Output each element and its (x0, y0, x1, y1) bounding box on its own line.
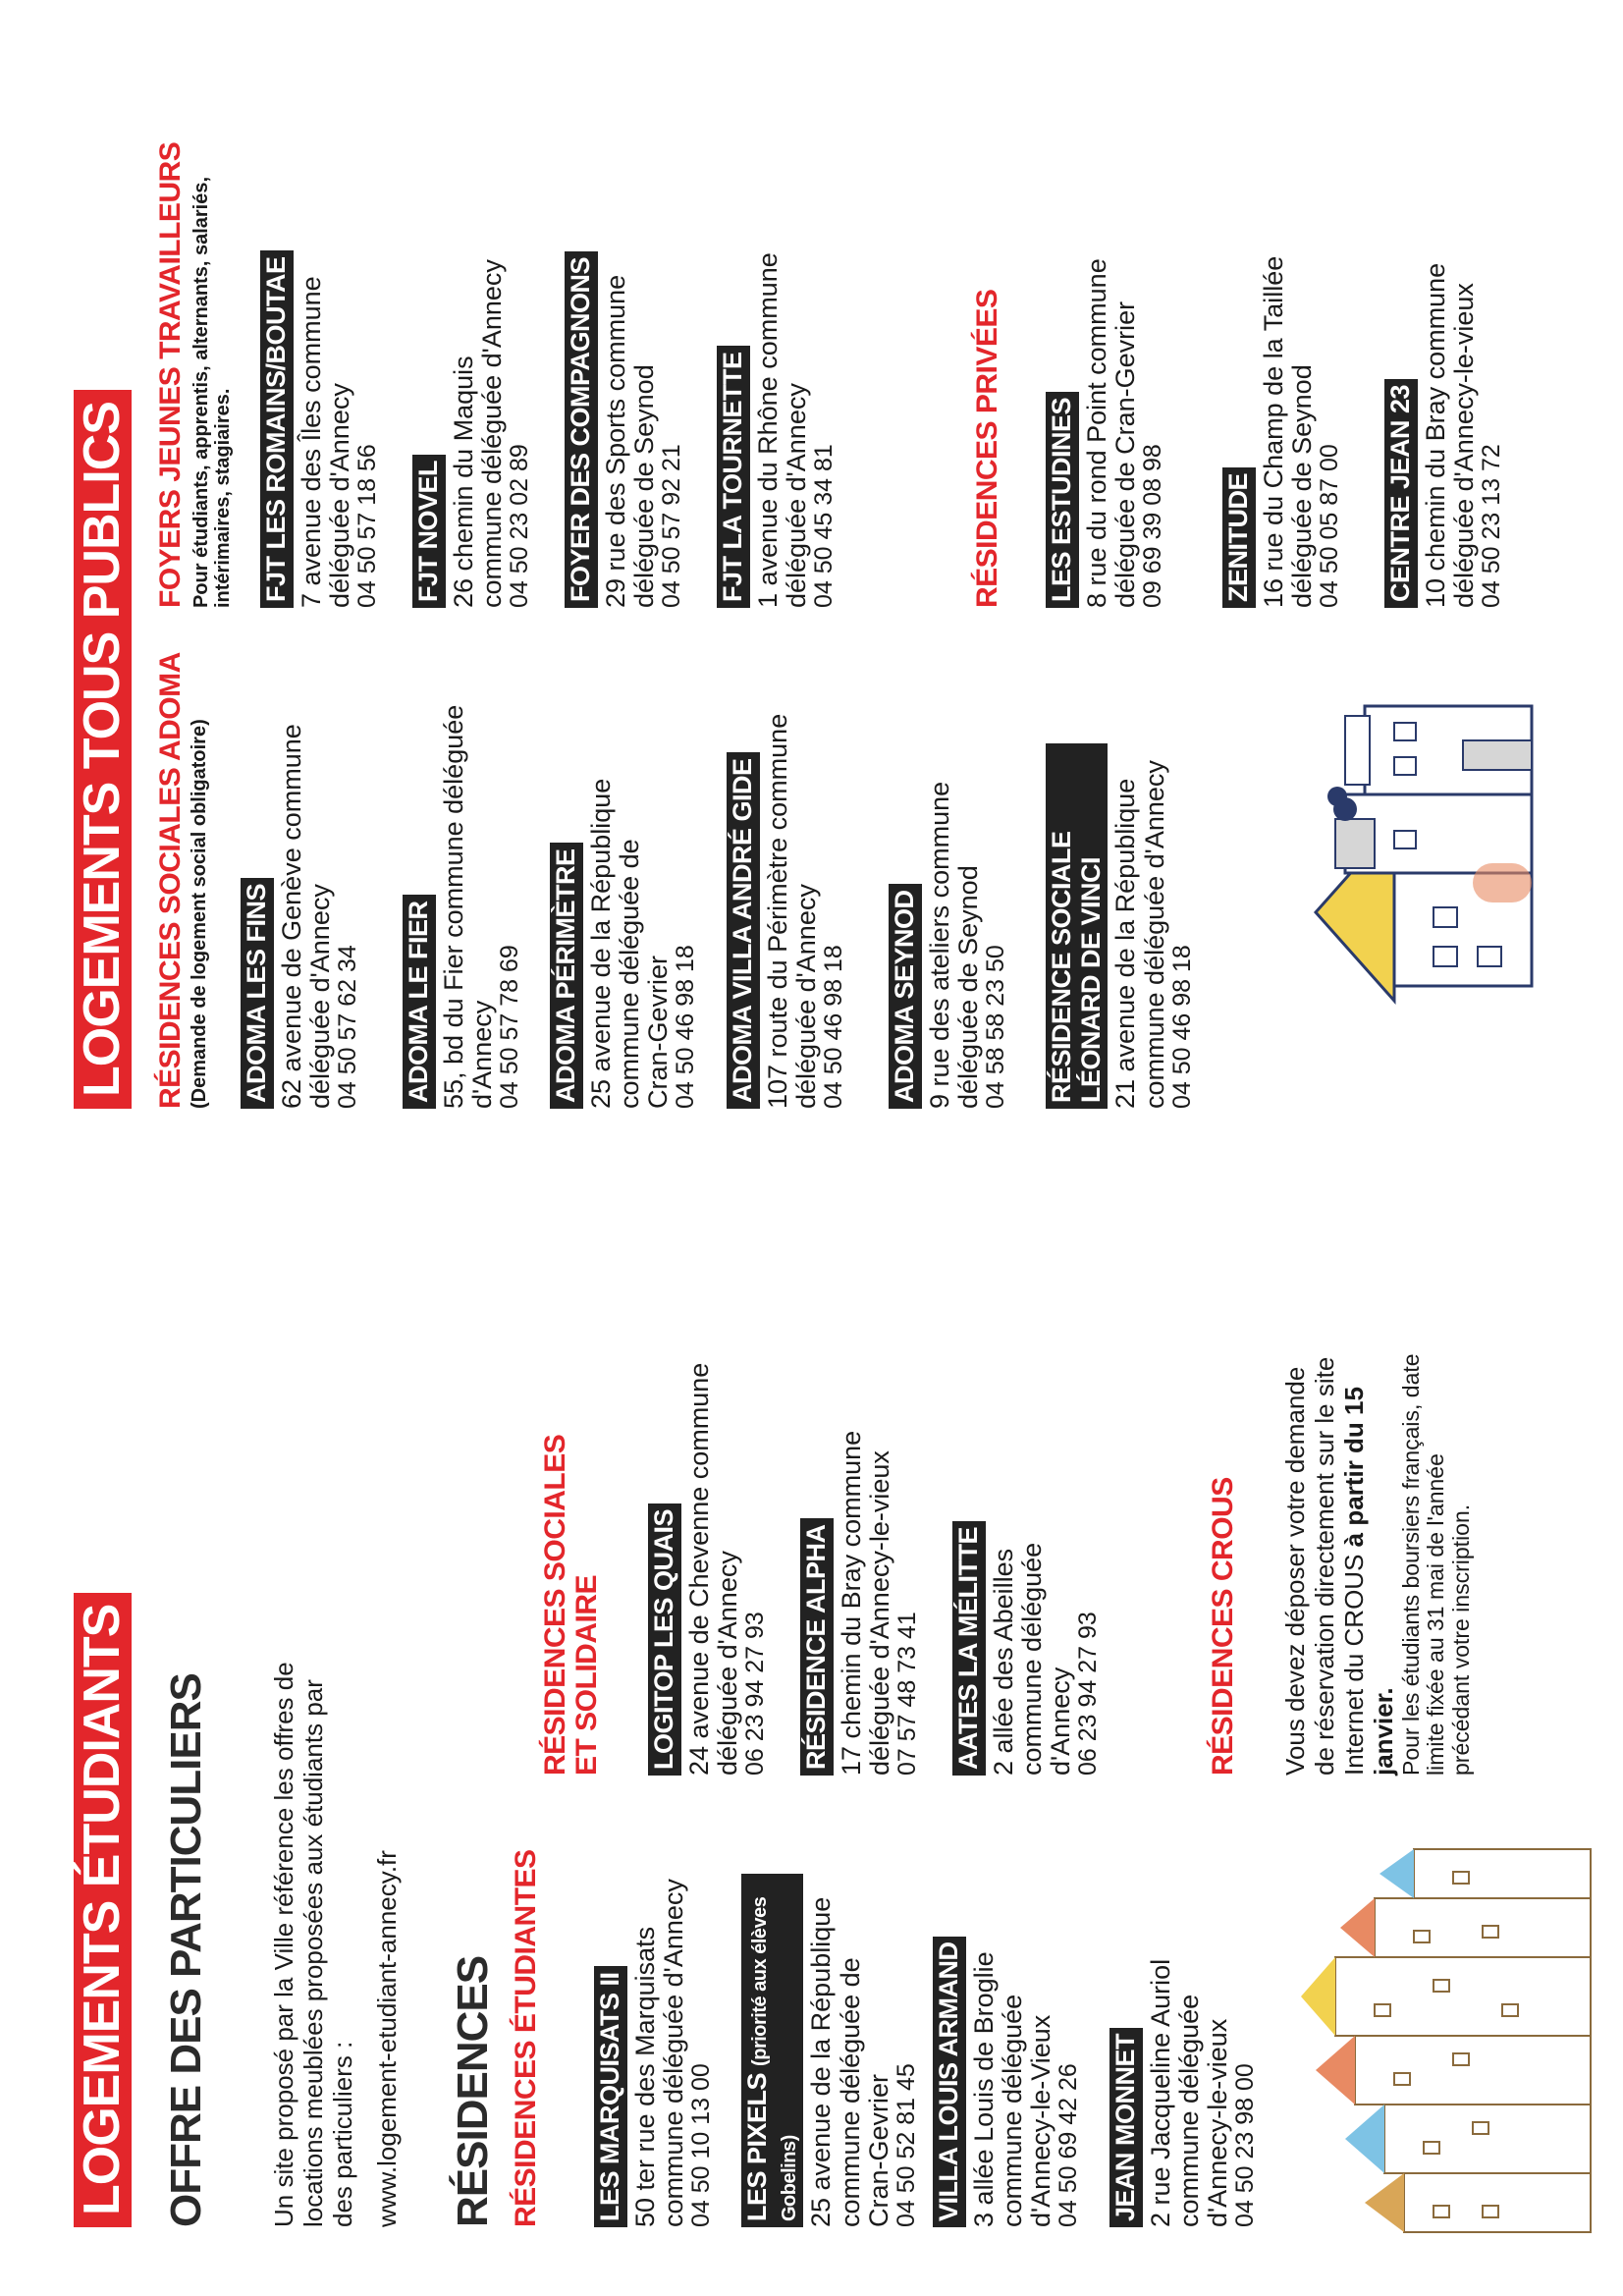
address-line: 7 avenue des Îles commune (296, 276, 326, 608)
entry-adoma-villa-andre-gide (727, 677, 847, 1109)
offre-url: www.logement-etudiant-annecy.fr (372, 1850, 402, 2227)
address-line: déléguée d'Annecy (781, 383, 811, 608)
address-line: déléguée d'Annecy-le-vieux (864, 1450, 894, 1776)
crous-boursiers-text: Pour les étudiants boursiers français, date limite fixée au 31 mai de l'année précédant votre inscription. (1398, 1353, 1474, 1776)
phone: 04 50 57 78 69 (496, 945, 523, 1109)
address-line: déléguée d'Annecy (790, 884, 821, 1109)
phone: 04 50 69 42 26 (1055, 2063, 1083, 2227)
buildings-illustration (1296, 1830, 1610, 2252)
address-line: 25 avenue de la République (585, 778, 616, 1109)
adoma-subtitle: (Demande de logement social obligatoire) (189, 719, 210, 1109)
address-line: déléguée de Cran-Gevrier (1109, 301, 1140, 608)
address-line: d'Annecy-le-vieux (1203, 2018, 1232, 2227)
address-line: commune déléguée de (835, 1957, 865, 2227)
tag-name: RÉSIDENCE SOCIALE LÉONARD DE VINCI (1046, 743, 1108, 1109)
address-line: 16 rue du Champ de la Taillée (1258, 255, 1288, 608)
address-line: 2 rue Jacqueline Auriol (1145, 1958, 1175, 2227)
tag-name: FJT NOVEL (412, 455, 446, 608)
phone: 04 50 46 98 18 (820, 945, 847, 1109)
entry-centre-jean-23 (1384, 117, 1505, 608)
tag-name: RÉSIDENCE ALPHA (800, 1518, 834, 1776)
address-line: 24 avenue de Chevenne commune (683, 1362, 714, 1776)
entry-jean-monnet (1109, 1874, 1259, 2227)
phone: 09 69 39 08 98 (1139, 444, 1166, 608)
address-line: 55, bd du Fier commune déléguée (438, 704, 468, 1109)
address-line: déléguée d'Annecy (304, 884, 335, 1109)
house-illustration (1276, 686, 1551, 1020)
fjt-title: FOYERS JEUNES TRAVAILLEURS (154, 141, 187, 608)
residences-privees-title: RÉSIDENCES PRIVÉES (971, 289, 1003, 608)
tag-name: CENTRE JEAN 23 (1384, 379, 1418, 608)
banner-logements-etudiants: LOGEMENTS ÉTUDIANTS (74, 1593, 132, 2227)
entry-fjt-romains-boutae (260, 117, 381, 608)
tag-name (741, 1874, 803, 2227)
tag-name: ZENITUDE (1222, 467, 1256, 608)
address-line: commune déléguée (1016, 1542, 1047, 1776)
address-line: Cran-Gevrier (863, 2073, 893, 2227)
address-line: 1 avenue du Rhône commune (752, 252, 783, 608)
crous-text-bold: à partir du 15 janvier. (1338, 1387, 1398, 1776)
address-line: déléguée de Seynod (952, 865, 983, 1109)
residences-sociales-title (540, 1435, 602, 1776)
tag-name: AATES LA MÉLITTE (952, 1521, 986, 1776)
entry-les-estudines (1046, 117, 1166, 608)
address-line: 9 rue des ateliers commune (924, 781, 954, 1109)
address-line: d'Annecy (1046, 1667, 1075, 1776)
address-line: 8 rue du rond Point commune (1081, 258, 1111, 608)
offre-title: OFFRE DES PARTICULIERS (162, 1673, 210, 2227)
tag-name: FJT LES ROMAINS/BOUTAE (260, 250, 294, 608)
phone: 04 50 46 98 18 (1167, 945, 1196, 1109)
phone: 04 50 23 02 89 (506, 444, 533, 608)
phone: 04 50 46 98 18 (672, 945, 700, 1109)
phone: 06 23 94 27 93 (1074, 1612, 1103, 1776)
tag-name: ADOMA LE FIER (403, 896, 436, 1110)
tag-name: JEAN MONNET (1109, 2028, 1143, 2227)
address-line: 3 allée Louis de Broglie (968, 1951, 999, 2227)
entry-fjt-tournette (717, 117, 838, 608)
entry-adoma-seynod (889, 677, 1009, 1109)
adoma-title: RÉSIDENCES SOCIALES ADOMA (154, 652, 187, 1109)
phone: 06 23 94 27 93 (741, 1612, 769, 1776)
crous-text (1281, 1353, 1399, 1776)
tag-name: ADOMA SEYNOD (889, 884, 922, 1109)
residences-etudiantes-title: RÉSIDENCES ÉTUDIANTES (510, 1849, 542, 2227)
phone: 04 50 52 81 45 (892, 2063, 920, 2227)
address-line: déléguée d'Annecy (712, 1551, 742, 1776)
address-line: déléguée de Seynod (628, 364, 659, 608)
tag-label: LES PIXELS (742, 2072, 772, 2221)
entry-logitop (648, 1304, 769, 1776)
entry-fjt-novel (412, 117, 533, 608)
tag-name: ADOMA VILLA ANDRÉ GIDE (727, 753, 760, 1110)
address-line: 107 route du Périmètre commune (762, 713, 792, 1109)
fjt-subtitle: Pour étudiants, apprentis, alternants, salariés, intérimaires, stagiaires. (190, 176, 234, 608)
entry-residence-alpha (800, 1304, 921, 1776)
tag-name: FJT LA TOURNETTE (717, 347, 750, 609)
tag-name: LES ESTUDINES (1046, 392, 1079, 608)
entry-villa-louis-armand (933, 1874, 1082, 2227)
entry-adoma-les-fins (241, 677, 361, 1109)
address-line: déléguée d'Annecy-le-vieux (1448, 283, 1479, 608)
entry-aates-melitte (952, 1304, 1102, 1776)
address-line: déléguée de Seynod (1286, 364, 1317, 608)
phone: 04 58 58 23 50 (982, 945, 1009, 1109)
entry-adoma-perimetre (550, 677, 699, 1109)
entry-zenitude (1222, 117, 1343, 608)
entry-pixels (741, 1874, 920, 2227)
panel-logements-etudiants (0, 1148, 1623, 2296)
address-line: 62 avenue de Genève commune (276, 724, 306, 1109)
address-line: commune déléguée (1173, 1994, 1204, 2227)
address-line: commune déléguée d'Annecy (658, 1879, 688, 2227)
address-line: Cran-Gevrier (643, 955, 673, 1109)
address-line: 17 chemin du Bray commune (836, 1430, 866, 1776)
phone: 04 50 57 92 21 (658, 444, 685, 608)
tag-name: VILLA LOUIS ARMAND (933, 1937, 966, 2227)
tag-name: LOGITOP LES QUAIS (648, 1503, 681, 1776)
tag-name: LES MARQUISATS II (594, 1966, 627, 2227)
residences-crous-title: RÉSIDENCES CROUS (1207, 1477, 1239, 1776)
address-line: commune déléguée d'Annecy (1139, 760, 1169, 1109)
address-line: d'Annecy (466, 1000, 497, 1109)
phone: 07 57 48 73 41 (893, 1612, 921, 1776)
address-line: 50 ter rue des Marquisats (629, 1926, 660, 2227)
address-line: 25 avenue de la République (806, 1896, 837, 2227)
address-line: 21 avenue de la République (1110, 778, 1141, 1109)
tag-name: ADOMA PÉRIMÈTRE (550, 843, 583, 1109)
address-line: d'Annecy-le-Vieux (1026, 2014, 1055, 2227)
address-line: commune déléguée de (614, 839, 644, 1109)
entry-adoma-le-fier (403, 677, 523, 1109)
phone: 04 50 57 18 56 (353, 444, 381, 608)
banner-logements-tous-publics: LOGEMENTS TOUS PUBLICS (74, 390, 132, 1109)
address-line: commune déléguée (997, 1994, 1027, 2227)
address-line: déléguée d'Annecy (324, 383, 354, 608)
entry-foyer-compagnons (565, 117, 685, 608)
tag-name: FOYER DES COMPAGNONS (565, 251, 598, 608)
address-line: 29 rue des Sports commune (600, 274, 630, 608)
tag-note: (priorité aux élèves Gobelins) (749, 1896, 800, 2221)
address-line: 10 chemin du Bray commune (1420, 262, 1450, 608)
phone: 04 50 10 13 00 (687, 2063, 715, 2227)
crous-text-part: Vous devez déposer votre demande de réservation directement sur le site Internet du CROUS (1280, 1356, 1369, 1776)
address-line: commune déléguée d'Annecy (476, 259, 507, 608)
phone: 04 50 23 98 00 (1231, 2063, 1260, 2227)
address-line: 2 allée des Abeilles (988, 1548, 1018, 1776)
phone: 04 50 05 87 00 (1316, 444, 1343, 608)
title-line: ET SOLIDAIRE (569, 1574, 603, 1776)
title-line: RÉSIDENCES SOCIALES (539, 1434, 571, 1776)
offre-text: Un site proposé par la Ville référence les offres de locations meublées proposées aux étudiants par des particuliers : (269, 1662, 357, 2227)
phone: 04 50 23 13 72 (1478, 444, 1505, 608)
phone: 04 50 57 62 34 (334, 945, 361, 1109)
address-line: 26 chemin du Maquis (448, 355, 478, 608)
tag-name: ADOMA LES FINS (241, 878, 274, 1109)
phone: 04 50 45 34 81 (810, 444, 838, 608)
residences-title: RÉSIDENCES (449, 1955, 497, 2227)
entry-marquisats (594, 1874, 715, 2227)
entry-leonard-de-vinci (1046, 677, 1196, 1109)
